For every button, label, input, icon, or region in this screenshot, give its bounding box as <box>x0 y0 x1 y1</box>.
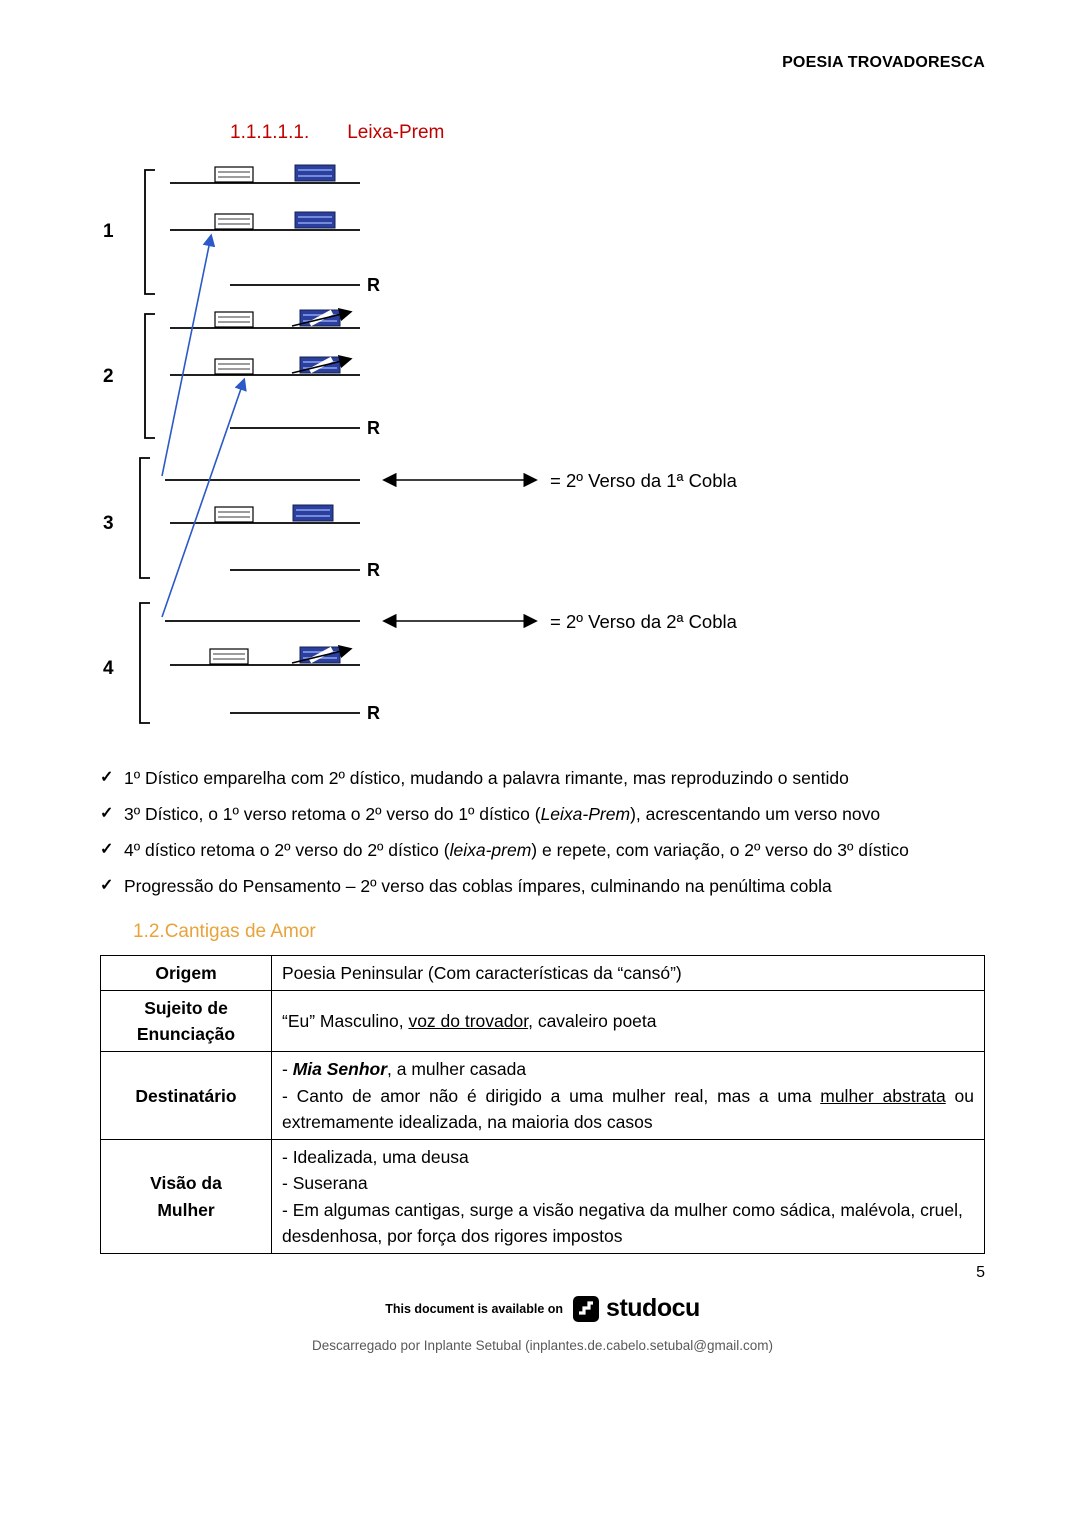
leixa-prem-arrow-cobla3-to-cobla1 <box>162 236 211 476</box>
dest-l2-underline: mulher abstrata <box>820 1085 946 1106</box>
table-row-destinatario <box>101 1052 985 1140</box>
rhyme-box-blue <box>295 165 335 181</box>
dest-l1-pre: - <box>282 1059 293 1080</box>
refrain-label: R <box>367 560 380 580</box>
studocu-logo-icon <box>573 1296 599 1322</box>
visao-line-2: - Suserana <box>282 1173 368 1194</box>
cobla-3-label: 3 <box>103 513 114 534</box>
table-row-visao <box>101 1140 985 1254</box>
cantigas-amor-table <box>100 955 985 1255</box>
page-number: 5 <box>976 1264 985 1281</box>
cobla-1-label: 1 <box>103 221 114 242</box>
bullet-item-3 <box>100 837 985 864</box>
bullet-text <box>124 801 985 828</box>
annotation-verso-1a-cobla: = 2º Verso da 1ª Cobla <box>550 470 737 491</box>
availability-text: This document is available on <box>385 1301 564 1316</box>
dest-l2-pre: - Canto de amor não é dirigido a uma mulher real, mas a uma <box>282 1085 821 1106</box>
refrain-label: R <box>367 275 380 295</box>
bullet-text-pre: 3º Dístico, o 1º verso retoma o 2º verso do 1º dístico ( <box>124 804 541 825</box>
sujeito-pre: “Eu” Masculino, <box>282 1010 409 1031</box>
cell-sujeito-label: Sujeito de Enunciação <box>101 990 272 1052</box>
check-icon: ✓ <box>100 769 114 786</box>
dest-l1-post: , a mulher casada <box>387 1059 527 1080</box>
visao-line-1: - Idealizada, uma deusa <box>282 1147 469 1167</box>
bullet-text-pre: 4º dístico retoma o 2º verso do 2º dístico ( <box>124 840 450 861</box>
bullet-item-4 <box>100 873 985 900</box>
refrain-label: R <box>367 703 380 723</box>
leixa-prem-diagram-wrap <box>95 156 985 741</box>
document-title-header: POESIA TROVADORESCA <box>782 54 985 71</box>
rhyme-box-blue-changed <box>292 310 350 326</box>
bullet-text-italic: Leixa-Prem <box>540 804 631 825</box>
rhyme-box-blue-changed <box>292 357 350 373</box>
cobla-3-bracket <box>140 458 150 578</box>
rhyme-box-blue <box>295 212 335 228</box>
key-points-list <box>100 765 985 901</box>
cell-sujeito-value <box>272 990 985 1052</box>
check-icon: ✓ <box>100 841 114 859</box>
bullet-text-italic: leixa-prem <box>449 840 532 861</box>
footer-availability <box>100 1294 985 1323</box>
cell-visao-label: Visão da Mulher <box>101 1140 272 1254</box>
annotation-verso-2a-cobla: = 2º Verso da 2ª Cobla <box>550 611 737 632</box>
cobla-3 <box>103 458 738 580</box>
rhyme-box-white <box>215 507 253 522</box>
cobla-2-label: 2 <box>103 366 114 387</box>
leixa-prem-diagram <box>95 156 800 736</box>
cell-visao-value <box>272 1140 985 1254</box>
bullet-item-2 <box>100 801 985 828</box>
rhyme-box-white <box>215 312 253 327</box>
rhyme-box-blue <box>293 505 333 521</box>
destinatario-line-2 <box>282 1083 974 1136</box>
table-row-origem <box>101 955 985 990</box>
cell-destinatario-value <box>272 1052 985 1140</box>
bullet-text-post: ) e repete, com variação, o 2º verso do 3º dístico <box>531 840 909 861</box>
bullet-text: Progressão do Pensamento – 2º verso das coblas ímpares, culminando na penúltima cobla <box>124 876 832 897</box>
bullet-item-1 <box>100 765 985 792</box>
bullet-text-post: ), acrescentando um verso novo <box>630 804 881 825</box>
rhyme-box-white <box>215 359 253 374</box>
rhyme-box-white <box>210 649 248 664</box>
cobla-1 <box>103 165 380 295</box>
cobla-2 <box>103 310 380 438</box>
table-row-sujeito <box>101 990 985 1052</box>
rhyme-box-white <box>215 167 253 182</box>
download-attribution: Descarregado por Inplante Setubal (inplantes.de.cabelo.setubal@gmail.com) <box>312 1338 773 1353</box>
visao-line-3: - Em algumas cantigas, surge a visão negativa da mulher como sádica, malévola, cruel, desdenhosa, por força dos rigores impostos <box>282 1199 963 1246</box>
studocu-brand <box>573 1294 700 1323</box>
cobla-4 <box>103 603 738 723</box>
cobla-4-label: 4 <box>103 658 114 679</box>
check-icon: ✓ <box>100 805 114 823</box>
sujeito-underline: voz do trovador <box>408 1010 529 1031</box>
rhyme-box-white <box>215 214 253 229</box>
cell-origem-value: Poesia Peninsular (Com características da “cansó”) <box>272 955 985 990</box>
section-number: 1.1.1.1.1. <box>230 122 310 143</box>
cobla-1-bracket <box>145 170 155 294</box>
studocu-wordmark: studocu <box>606 1294 700 1322</box>
destinatario-line-1 <box>282 1056 974 1082</box>
rhyme-box-blue-changed <box>292 647 350 663</box>
cobla-4-bracket <box>140 603 150 723</box>
cell-destinatario-label: Destinatário <box>101 1052 272 1140</box>
bullet-text: 1º Dístico emparelha com 2º dístico, mudando a palavra rimante, mas reproduzindo o sentido <box>124 768 849 788</box>
cell-origem-label: Origem <box>101 955 272 990</box>
dest-l1-bold-italic: Mia Senhor <box>292 1059 388 1080</box>
heading-cantigas-de-amor: 1.2.Cantigas de Amor <box>133 920 316 942</box>
dest-l2-post: ou extremamente idealizada, na maioria dos casos <box>282 1085 975 1132</box>
cobla-2-bracket <box>145 314 155 438</box>
check-icon: ✓ <box>100 877 114 895</box>
section-title: Leixa-Prem <box>347 122 445 143</box>
bullet-text <box>124 837 985 864</box>
refrain-label: R <box>367 418 380 438</box>
heading-leixa-prem <box>230 122 985 144</box>
sujeito-post: , cavaleiro poeta <box>528 1010 657 1031</box>
